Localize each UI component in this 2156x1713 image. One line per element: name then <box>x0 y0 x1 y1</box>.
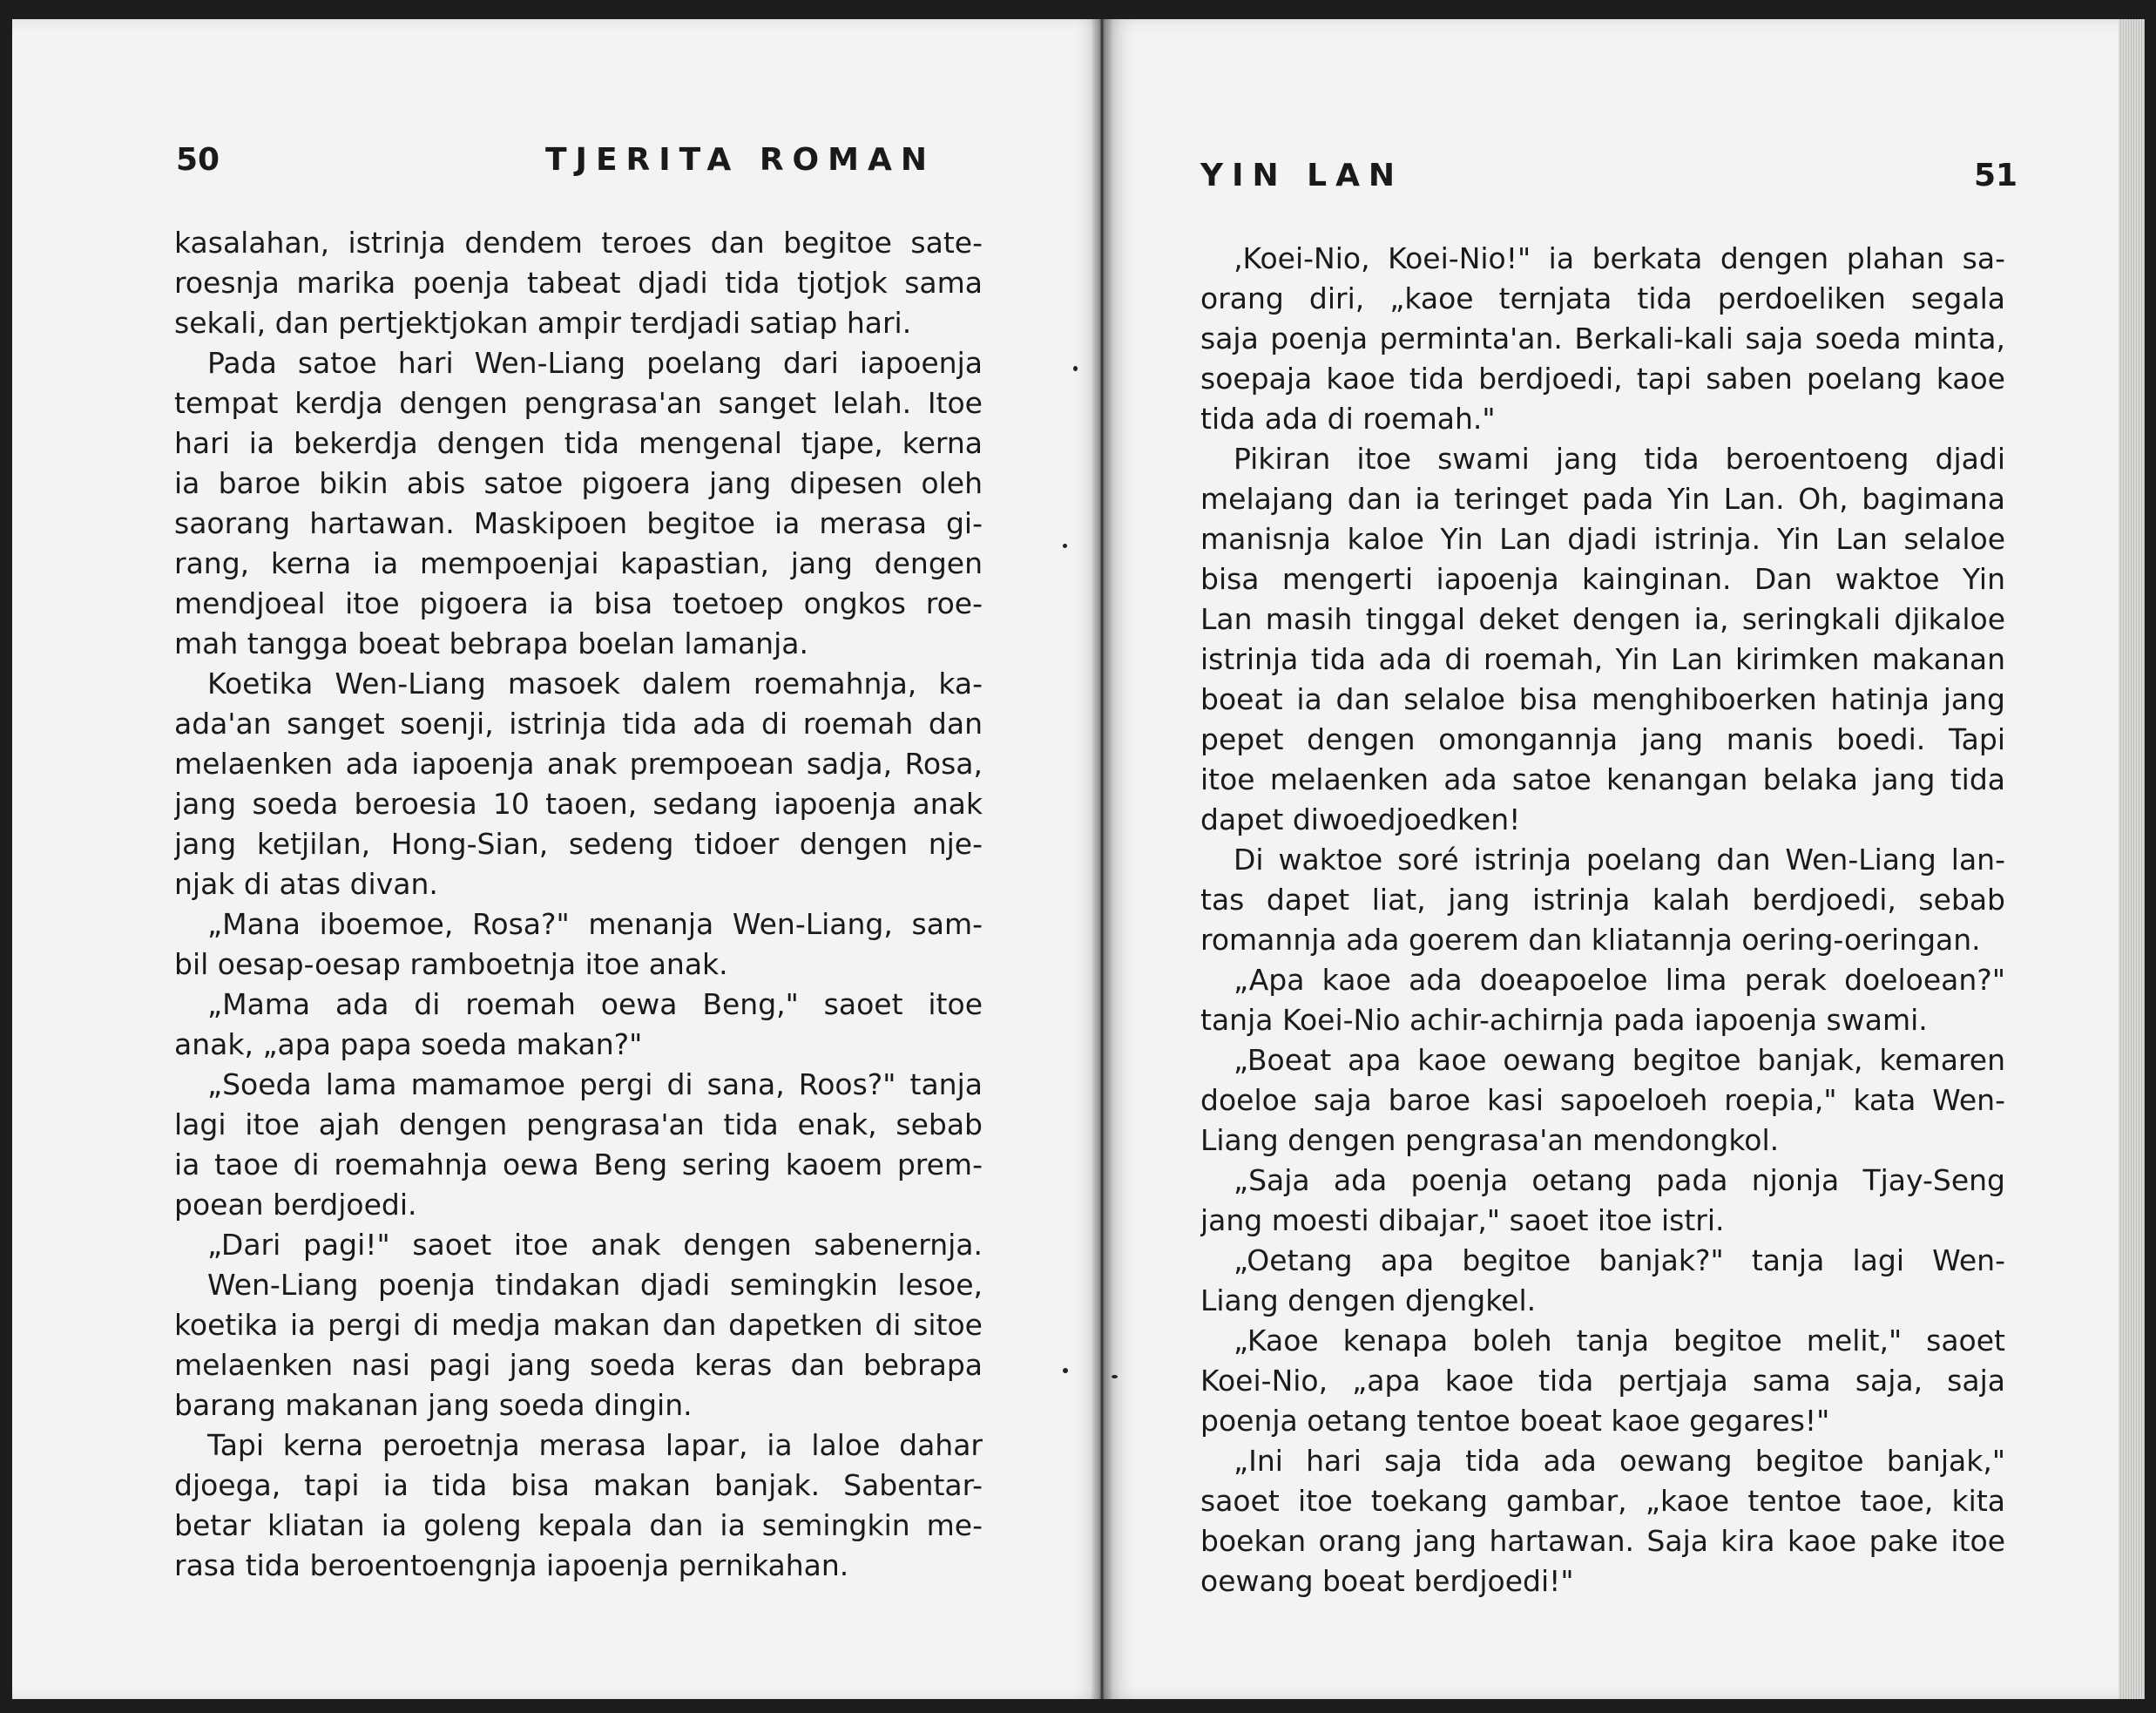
left-page <box>12 19 1103 1699</box>
text-line: ia baroe bikin abis satoe pigoera jang dipesen oleh <box>174 466 983 500</box>
ink-speck <box>1112 1375 1118 1378</box>
text-line: Pada satoe hari Wen-Liang poelang dari iapoenja <box>207 346 983 380</box>
text-line: istrinja tida ada di roemah, Yin Lan kirimken makanan <box>1200 642 2005 676</box>
right-body-text <box>1200 239 2005 1601</box>
text-line: njak di atas divan. <box>174 867 438 901</box>
text-line: tempat kerdja dengen pengrasa'an sanget lelah. Itoe <box>174 386 983 420</box>
text-line: anak, „apa papa soeda makan?" <box>174 1027 643 1061</box>
text-line: roesnja marika poenja tabeat djadi tida tjotjok sama <box>174 266 983 300</box>
text-line: koetika ia pergi di medja makan dan dapetken di sitoe <box>174 1308 983 1342</box>
text-line: Liang dengen djengkel. <box>1200 1283 1537 1317</box>
text-line: „Kaoe kenapa boleh tanja begitoe melit," saoet <box>1233 1324 2005 1358</box>
book-spread <box>12 19 2138 1699</box>
text-line: lagi itoe ajah dengen pengrasa'an tida enak, sebab <box>174 1107 983 1141</box>
text-line: soepaja kaoe tida berdjoedi, tapi saben poelang kaoe <box>1200 362 2005 396</box>
text-line: ia taoe di roemahnja oewa Beng sering kaoem prem- <box>174 1148 983 1181</box>
text-line: jang soeda beroesia 10 taoen, sedang iapoenja anak <box>174 787 983 821</box>
text-line: melaenken ada iapoenja anak prempoean sadja, Rosa, <box>174 747 983 781</box>
text-line: pepet dengen omongannja jang manis boedi. Tapi <box>1200 722 2005 756</box>
text-line: „Mana iboemoe, Rosa?" menanja Wen-Liang, sam- <box>207 907 983 941</box>
left-page-number: 50 <box>176 142 220 178</box>
text-line: Tapi kerna peroetnja merasa lapar, ia laloe dahar <box>207 1428 983 1462</box>
text-line: saoet itoe toekang gambar, „kaoe tentoe taoe, kita <box>1200 1484 2005 1518</box>
text-line: „Dari pagi!" saoet itoe anak dengen sabenernja. <box>207 1228 983 1262</box>
book-gutter <box>1091 19 1113 1699</box>
text-line: mah tangga boeat bebrapa boelan lamanja. <box>174 626 808 660</box>
text-line: „Saja ada poenja oetang pada njonja Tjay-Seng <box>1233 1163 2005 1197</box>
text-line: melaenken nasi pagi jang soeda keras dan bebrapa <box>174 1348 983 1382</box>
text-line: tas dapet liat, jang istrinja kalah berdjoedi, sebab <box>1200 883 2005 917</box>
text-line: Koetika Wen-Liang masoek dalem roemahnja, ka- <box>207 667 983 701</box>
text-line: „Mama ada di roemah oewa Beng," saoet itoe <box>207 987 983 1021</box>
text-line: oewang boeat berdjoedi!" <box>1200 1564 1574 1598</box>
text-line: melajang dan ia teringet pada Yin Lan. Oh, bagimana <box>1200 482 2005 516</box>
text-line: tida ada di roemah." <box>1200 402 1496 436</box>
text-line: sekali, dan pertjektjokan ampir terdjadi satiap hari. <box>174 306 912 340</box>
text-line: Liang dengen pengrasa'an mendongkol. <box>1200 1123 1780 1157</box>
text-line: „Oetang apa begitoe banjak?" tanja lagi Wen- <box>1233 1243 2005 1277</box>
text-line: „Soeda lama mamamoe pergi di sana, Roos?" tanja <box>207 1067 983 1101</box>
text-line: djoega, tapi ia tida bisa makan banjak. Sabentar- <box>174 1468 983 1502</box>
text-line: Pikiran itoe swami jang tida beroentoeng djadi <box>1233 442 2005 476</box>
text-line: dapet diwoedjoedken! <box>1200 802 1521 836</box>
right-page-number: 51 <box>1974 158 2018 193</box>
text-line: jang ketjilan, Hong-Sian, sedeng tidoer dengen nje- <box>174 827 983 861</box>
text-line: Wen-Liang poenja tindakan djadi semingkin lesoe, <box>207 1268 983 1302</box>
text-line: „Ini hari saja tida ada oewang begitoe banjak," <box>1233 1444 2005 1478</box>
text-line: hari ia bekerdja dengen tida mengenal tjape, kerna <box>174 426 983 460</box>
text-line: saja poenja perminta'an. Berkali-kali saja soeda minta, <box>1200 322 2005 355</box>
text-line: „Apa kaoe ada doeapoeloe lima perak doeloean?" <box>1233 963 2005 997</box>
text-line: rasa tida beroentoengnja iapoenja pernikahan. <box>174 1548 849 1582</box>
text-line: poenja oetang tentoe boeat kaoe gegares!" <box>1200 1404 1830 1438</box>
left-running-head: TJERITA ROMAN <box>545 142 936 178</box>
text-line: itoe melaenken ada satoe kenangan belaka jang tida <box>1200 762 2005 796</box>
text-line: mendjoeal itoe pigoera ia bisa toetoep ongkos roe- <box>174 586 983 620</box>
text-line: romannja ada goerem dan kliatannja oering-oeringan. <box>1200 923 1981 957</box>
text-line: betar kliatan ia goleng kepala dan ia semingkin me- <box>174 1508 983 1542</box>
text-line: ada'an sanget soenji, istrinja tida ada di roemah dan <box>174 707 983 741</box>
text-line: Koei-Nio, „apa kaoe tida pertjaja sama saja, saja <box>1200 1364 2005 1398</box>
text-line: manisnja kaloe Yin Lan djadi istrinja. Yin Lan selaloe <box>1200 522 2005 556</box>
text-line: boeat ia dan selaloe bisa menghiboerken hatinja jang <box>1200 682 2005 716</box>
right-running-head: YIN LAN <box>1200 158 1404 193</box>
text-line: orang diri, „kaoe ternjata tida perdoeliken segala <box>1200 281 2005 315</box>
text-line: bisa mengerti iapoenja kainginan. Dan waktoe Yin <box>1200 562 2005 596</box>
left-body-text <box>174 223 983 1586</box>
text-line: saorang hartawan. Maskipoen begitoe ia merasa gi- <box>174 506 983 540</box>
ink-speck <box>1063 544 1067 548</box>
text-line: jang moesti dibajar," saoet itoe istri. <box>1200 1203 1725 1237</box>
text-line: kasalahan, istrinja dendem teroes dan begitoe sate- <box>174 226 983 260</box>
text-line: poean berdjoedi. <box>174 1188 417 1222</box>
text-line: ‚Koei-Nio, Koei-Nio!" ia berkata dengen plahan sa- <box>1233 241 2005 275</box>
ink-speck <box>1073 366 1078 371</box>
ink-speck <box>1063 1368 1068 1373</box>
text-line: Di waktoe soré istrinja poelang dan Wen-Liang lan- <box>1233 843 2005 877</box>
text-line: „Boeat apa kaoe oewang begitoe banjak, kemaren <box>1233 1043 2005 1077</box>
text-line: Lan masih tinggal deket dengen ia, seringkali djikaloe <box>1200 602 2005 636</box>
text-line: tanja Koei-Nio achir-achirnja pada iapoenja swami. <box>1200 1003 1928 1037</box>
text-line: doeloe saja baroe kasi sapoeloeh roepia," kata Wen- <box>1200 1083 2005 1117</box>
right-page <box>1103 19 2138 1699</box>
text-line: boekan orang jang hartawan. Saja kira kaoe pake itoe <box>1200 1524 2005 1558</box>
text-line: barang makanan jang soeda dingin. <box>174 1388 693 1422</box>
text-line: bil oesap-oesap ramboetnja itoe anak. <box>174 947 728 981</box>
text-line: rang, kerna ia mempoenjai kapastian, jang dengen <box>174 546 983 580</box>
